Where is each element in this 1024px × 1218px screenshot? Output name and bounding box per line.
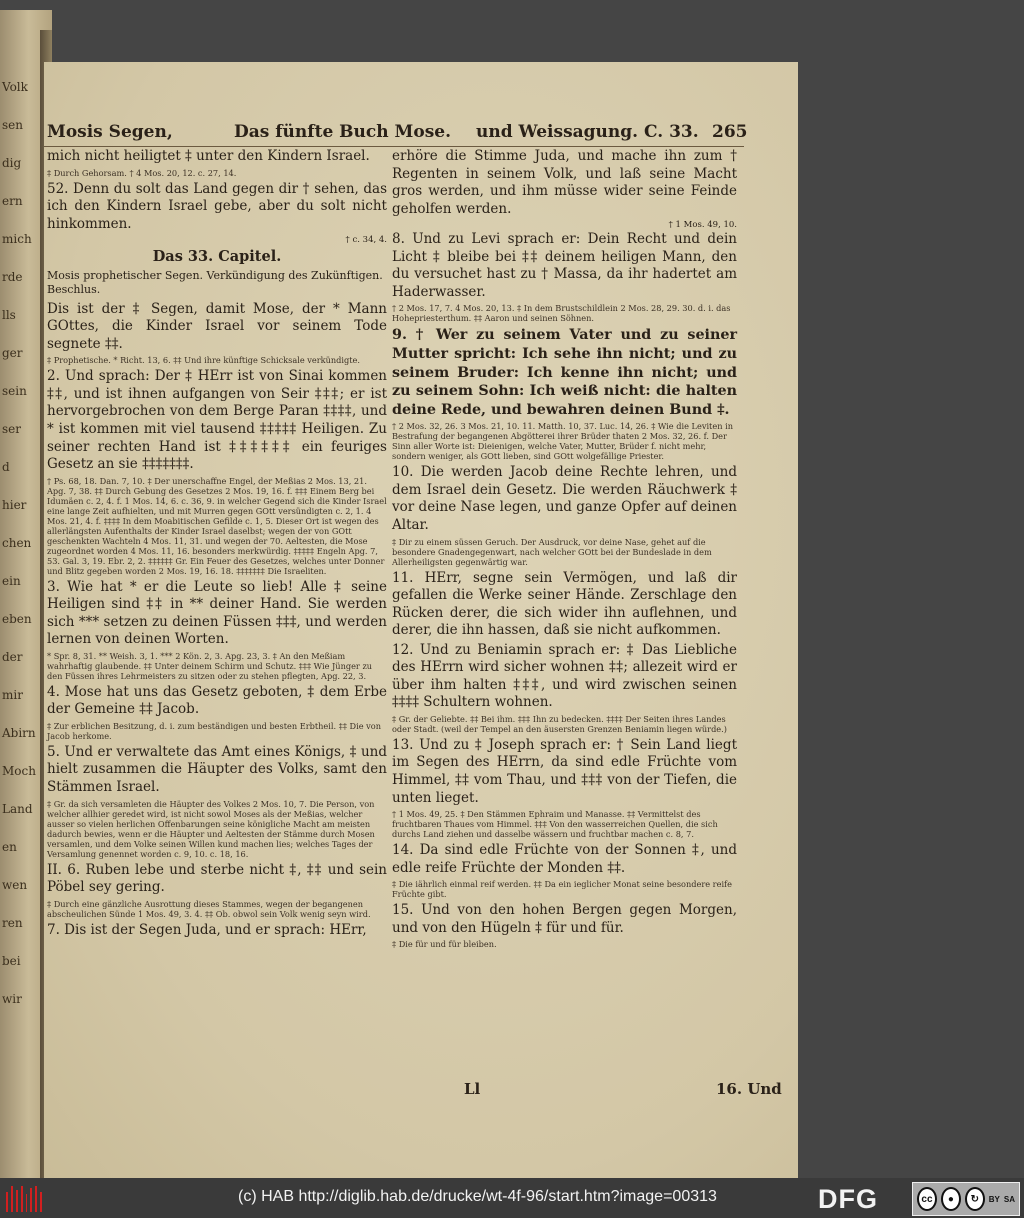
cc-label-sa: SA	[1003, 1194, 1016, 1204]
previous-page-fragment: der	[2, 650, 23, 664]
page-number: 265	[712, 122, 748, 142]
hab-logo-icon	[6, 1186, 42, 1212]
cc-license-badge[interactable]	[912, 1182, 1020, 1216]
chapter-number: C. 33.	[644, 122, 699, 142]
cc-label-by: BY	[988, 1194, 1000, 1204]
footnote: † Ps. 68, 18. Dan. 7, 10. ‡ Der unerschaffne Engel, der Meßias 2 Mos. 13, 21. Apg. 7, 38. ‡‡ Durch Gebung des Gesetzes 2 Mos. 19, 16. f. ‡‡‡ Einem Berg bei Idumäen c. 2, 4. f. 1 Mos. 14, 6. c. 36, 9. in welcher Gegend sich die Kinder Israel eine lange Zeit aufhielten, und mit Murren gegen GOtt versündigten c. 2, 1. 4 Mos. 21, 4. f. ‡‡‡‡ In dem Moabitischen Gefilde c. 1, 5. Dieser Ort ist wegen des allerlängsten Aufenthalts der Kinder Israel daselbst; wegen der von GOtt geschenkten Wachteln 4 Mos. 11, 31. und wegen der 70. Aeltesten, die Mose zugeordnet worden 4 Mos. 11, 16. besonders merkwürdig. ‡‡‡‡‡ Engeln Apg. 7, 53. Gal. 3, 19. Ebr. 2, 2. ‡‡‡‡‡‡ Gr. Ein Feuer des Gesetzes, welches unter Donner und Blitz gegeben worden 2 Mos. 19, 16. 18. ‡‡‡‡‡‡‡ Die Israeliten.	[47, 475, 387, 576]
previous-page-fragment: wir	[2, 992, 22, 1006]
verse-paragraph: 8. Und zu Levi sprach er: Dein Recht und dein Licht ‡ bleibe bei ‡‡ deinem heiligen Mann, den du versuchet hast zu † Massa, da ihr hadertet am Haderwasser.	[392, 231, 737, 300]
footnote: ‡ Durch eine gänzliche Ausrottung dieses Stammes, wegen der begangenen abscheulichen Sünde 1 Mos. 49, 3. 4. ‡‡ Ob. obwol sein Volk wenig seyn wird.	[47, 898, 371, 919]
previous-page-fragment: ren	[2, 916, 23, 930]
share-alike-icon: ↻	[965, 1187, 985, 1211]
book-page	[44, 62, 798, 1178]
footnote: * Spr. 8, 31. ** Weish. 3, 1. *** 2 Kön. 2, 3. Apg. 23, 3. ‡ An den Meßiam wahrhaftig glaubende. ‡‡ Unter deinem Schirm und Schutz. ‡‡‡ Wie Jünger zu den Füssen ihres Lehrmeisters zu sitzen oder zu stehen pflegten, Apg. 22, 3.	[47, 650, 373, 681]
previous-page-fragment: hier	[2, 498, 27, 512]
previous-page-fragment: ser	[2, 422, 21, 436]
copyright-credit: (c) HAB http://diglib.hab.de/drucke/wt-4f-96/start.htm?image=00313	[238, 1188, 717, 1205]
header-rule	[44, 146, 744, 147]
dfg-logo: DFG	[818, 1184, 878, 1214]
chapter-heading: Das 33. Capitel.	[152, 248, 282, 266]
verse-paragraph: 5. Und er verwaltete das Amt eines Königs, ‡ und hielt zusammen die Häupter des Volks, samt den Stämmen Israel.	[47, 743, 387, 795]
verse-paragraph: 7. Dis ist der Segen Juda, und er sprach: HErr,	[47, 921, 367, 938]
footnote: ‡ Gr. da sich versamleten die Häupter des Volkes 2 Mos. 10, 7. Die Person, von welcher allhier geredet wird, ist nicht sowol Moses als der Meßias, welcher ausser so vielen herlichen Offenbarungen seine königliche Macht am meisten dadurch bewies, wenn er die Häupter und Aeltesten der Stämme durch Mosen versamlen, und dem Volke seinen Willen kund machen lies; welches Tages der Versamlung genennet worden c. 9, 10. c. 18, 16.	[47, 798, 375, 859]
previous-page-fragment: chen	[2, 536, 32, 550]
previous-page-fragment: ern	[2, 194, 23, 208]
previous-page-fragment: sen	[2, 118, 23, 132]
footnote: ‡ Die iährlich einmal reif werden. ‡‡ Da ein ieglicher Monat seine besondere reife Früchte gibt.	[392, 879, 732, 900]
verse-paragraph: 2. Und sprach: Der ‡ HErr ist von Sinai kommen ‡‡, und ist ihnen aufgangen von Seir ‡‡‡; er ist hervorgebrochen von dem Berge Paran ‡‡‡‡, und * ist kommen mit viel tausend ‡‡‡‡‡ Heiligen. Zu seiner rechten Hand ist ‡‡‡‡‡‡ ein feuriges Gesetz an sie ‡‡‡‡‡‡‡.	[47, 368, 387, 473]
cross-reference: † 1 Mos. 49, 10.	[668, 220, 737, 231]
previous-page-fragment: eben	[2, 612, 32, 626]
left-text-column	[47, 148, 387, 941]
catchword: 16. Und	[716, 1080, 782, 1098]
verse-paragraph: 12. Und zu Beniamin sprach er: ‡ Das Liebliche des HErrn wird sicher wohnen ‡‡; allezeit wird er über ihm halten ‡‡‡, und wird zwischen seinen ‡‡‡‡ Schultern wohnen.	[392, 641, 737, 711]
previous-page-fragment: Volk	[2, 80, 28, 94]
footnote: ‡ Zur erblichen Besitzung, d. i. zum beständigen und besten Erbtheil. ‡‡ Die von Jacob herkome.	[47, 720, 381, 741]
running-header-title: Das fünfte Buch Mose.	[234, 122, 451, 142]
verse-paragraph: 14. Da sind edle Früchte von der Sonnen ‡, und edle reife Früchte der Monden ‡‡.	[392, 842, 737, 876]
verse-paragraph: 13. Und zu ‡ Joseph sprach er: † Sein Land liegt im Segen des HErrn, da sind edle Früchte vom Himmel, ‡‡ vom Thau, und ‡‡‡ von der Tiefen, die unten lieget.	[392, 736, 737, 806]
verse-paragraph: 15. Und von den hohen Bergen gegen Morgen, und von den Hügeln ‡ für und für.	[392, 902, 737, 936]
cc-icon: cc	[917, 1187, 937, 1211]
printer-signature: Ll	[464, 1080, 481, 1098]
verse-paragraph: 52. Denn du solt das Land gegen dir † sehen, das ich den Kindern Israel gebe, aber du solt nicht hinkommen.	[47, 180, 387, 232]
previous-page-fragment: d	[2, 460, 10, 474]
footnote: ‡ Dir zu einem süssen Geruch. Der Ausdruck, vor deine Nase, gehet auf die besondere Gnadengegenwart, nach welcher GOtt bei der Bundeslade in dem Allerheiligsten gegenwärtig war.	[392, 536, 712, 567]
cross-reference: † c. 34, 4.	[345, 235, 387, 246]
previous-page-fragment: wen	[2, 878, 28, 892]
footnote: † 2 Mos. 32, 26. 3 Mos. 21, 10. 11. Matth. 10, 37. Luc. 14, 26. ‡ Wie die Leviten in Bestrafung der begangenen Abgötterei ihrer Brüder thaten 2 Mos. 32, 26. f. Der Sinn aller Worte ist: Dieienigen, welche Vater, Mutter, Brüder f. nicht mehr, sondern weniger, als GOtt lieben, sind GOtt wolgefällige Priester.	[392, 421, 733, 462]
previous-page-fragment: ein	[2, 574, 21, 588]
previous-page-fragment: bei	[2, 954, 21, 968]
verse-paragraph: Dis ist der ‡ Segen, damit Mose, der * Mann GOttes, die Kinder Israel vor seinem Tode segnete ‡‡.	[47, 300, 387, 352]
footnote: ‡ Durch Gehorsam. † 4 Mos. 20, 12. c. 27, 14.	[47, 167, 237, 178]
previous-page-fragment: ger	[2, 346, 23, 360]
verse-paragraph: 9. † Wer zu seinem Vater und zu seiner Mutter spricht: Ich sehe ihn nicht; und zu seinem Bruder: Ich kenne ihn nicht; und zu seinem Sohn: Ich weiß nicht: die halten deine Rede, und bewahren deinen Bund ‡.	[392, 327, 737, 418]
footnote: ‡ Die für und für bleiben.	[392, 939, 497, 950]
previous-page-fragment: en	[2, 840, 17, 854]
running-header-right: und Weissagung.	[476, 122, 639, 142]
right-text-column	[392, 148, 737, 952]
verse-paragraph: 4. Mose hat uns das Gesetz geboten, ‡ dem Erbe der Gemeine ‡‡ Jacob.	[47, 683, 387, 718]
verse-paragraph: 10. Die werden Jacob deine Rechte lehren, und dem Israel dein Gesetz. Die werden Räuchwerk ‡ vor deine Nase legen, und ganze Opfer auf deinen Altar.	[392, 464, 737, 533]
previous-page-fragment: Land	[2, 802, 33, 816]
attribution-icon: ●	[941, 1187, 961, 1211]
verse-paragraph: mich nicht heiligtet ‡ unter den Kindern Israel.	[47, 148, 370, 164]
previous-page-fragment: lls	[2, 308, 16, 322]
verse-paragraph: II. 6. Ruben lebe und sterbe nicht ‡, ‡‡ und sein Pöbel sey gering.	[47, 861, 387, 896]
verse-paragraph: 3. Wie hat * er die Leute so lieb! Alle ‡ seine Heiligen sind ‡‡ in ** deiner Hand. Sie werden sich *** setzen zu deinen Füssen ‡‡‡, und werden lernen von deinen Worten.	[47, 578, 387, 648]
previous-page-fragment: sein	[2, 384, 27, 398]
footnote: † 2 Mos. 17, 7. 4 Mos. 20, 13. ‡ In dem Brustschildlein 2 Mos. 28, 29. 30. d. i. das Hohepriesterthum. ‡‡ Aaron und seinen Söhnen.	[392, 303, 731, 324]
previous-page-fragment: dig	[2, 156, 22, 170]
previous-page-fragment: Abirn	[2, 726, 36, 740]
verse-paragraph: erhöre die Stimme Juda, und mache ihn zum † Regenten in seinem Volk, und laß seine Macht gros werden, und ihm müsse wider seine Feinde geholfen werden.	[392, 148, 737, 217]
verse-paragraph: 11. HErr, segne sein Vermögen, und laß dir gefallen die Werke seiner Hände. Zerschlage den Rücken derer, die sich wider ihn auflehnen, und derer, die ihn hassen, daß sie nicht aufkommen.	[392, 569, 737, 639]
previous-page-fragment: mich	[2, 232, 32, 246]
previous-page-fragment: mir	[2, 688, 23, 702]
footer-bar	[0, 1178, 1024, 1218]
running-header-left: Mosis Segen,	[47, 122, 173, 142]
previous-page-fragment: Moch	[2, 764, 36, 778]
footnote: ‡ Gr. der Geliebte. ‡‡ Bei ihm. ‡‡‡ Ihn zu bedecken. ‡‡‡‡ Der Seiten ihres Landes oder Stadt. (weil der Tempel an den äusersten Grenzen Beniamin liegen würde.)	[392, 713, 727, 734]
footnote: ‡ Prophetische. * Richt. 13, 6. ‡‡ Und ihre künftige Schicksale verkündigte.	[47, 355, 361, 366]
footnote: † 1 Mos. 49, 25. ‡ Den Stämmen Ephraim und Manasse. ‡‡ Vermittelst des fruchtbaren Thaues vom Himmel. ‡‡‡ Von den wasserreichen Quellen, die sich durchs Land ziehen und dasselbe wässern und fruchtbar machen c. 8, 7.	[392, 809, 718, 840]
previous-page-fragment: rde	[2, 270, 23, 284]
chapter-summary: Mosis prophetischer Segen. Verkündigung des Zukünftigen. Beschlus.	[47, 269, 383, 297]
